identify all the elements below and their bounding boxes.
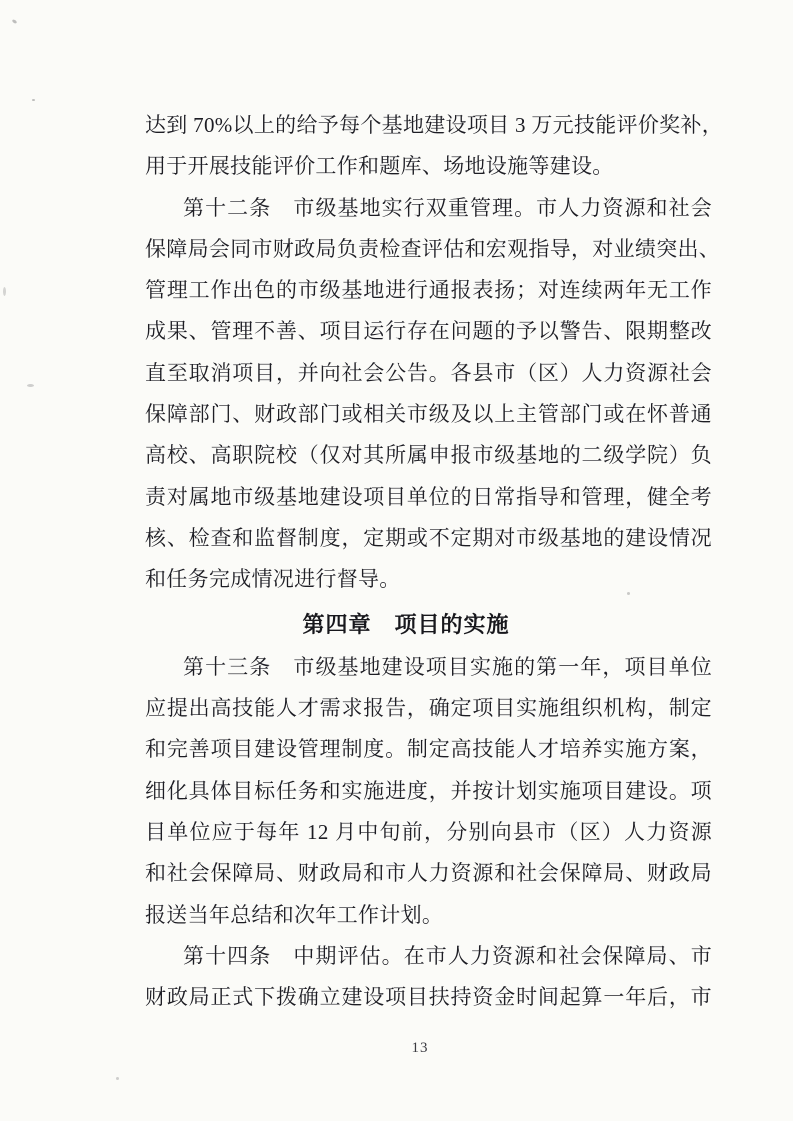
text-line: 细化具体目标任务和实施进度，并按计划实施项目建设。项 [145,778,712,803]
text-line: 成果、管理不善、项目运行存在问题的予以警告、限期整改 [145,319,712,344]
text-line: 高校、高职院校（仅对其所属申报市级基地的二级学院）负 [145,443,712,468]
text-line: 责对属地市级基地建设项目单位的日常指导和管理，健全考 [145,484,712,509]
scan-noise-speck [27,384,34,387]
text-line: 保障部门、财政部门或相关市级及以上主管部门或在怀普通 [145,402,712,427]
text-line: 应提出高技能人才需求报告，确定项目实施组织机构，制定 [145,696,712,721]
chapter-heading: 第四章 项目的实施 [302,611,510,637]
paragraph-continuation [145,105,724,188]
text-line: 和社会保障局、财政局和市人力资源和社会保障局、财政局 [145,861,712,886]
scan-noise-speck [3,287,6,296]
paragraph-article-14 [145,936,712,1019]
text-line: 用于开展技能评价工作和题库、场地设施等建设。 [145,154,614,179]
scan-noise-speck [116,1077,119,1080]
paragraph-article-12 [145,188,721,601]
text-line: 报送当年总结和次年工作计划。 [145,902,444,927]
page-number: 13 [411,1040,429,1056]
text-line: 和完善项目建设管理制度。制定高技能人才培养实施方案， [145,737,712,762]
scan-noise-speck [12,19,18,24]
text-line: 达到 70%以上的给予每个基地建设项目 3 万元技能评价奖补， [145,113,724,137]
text-line: 财政局正式下拨确立建设项目扶持资金时间起算一年后，市 [145,985,712,1010]
text-line: 保障局会同市财政局负责检查评估和宏观指导，对业绩突出、 [145,236,721,261]
text-line: 管理工作出色的市级基地进行通报表扬；对连续两年无工作 [145,278,712,303]
text-line: 直至取消项目，并向社会公告。各县市（区）人力资源社会 [145,360,712,385]
paragraph-article-13 [145,647,712,936]
text-line: 目单位应于每年 12 月中旬前，分别向县市（区）人力资源 [145,820,712,845]
text-line: 和任务完成情况进行督导。 [145,567,401,592]
text-line: 第十三条 市级基地建设项目实施的第一年，项目单位 [183,654,712,679]
text-line: 第十四条 中期评估。在市人力资源和社会保障局、市 [183,943,712,968]
text-line: 第十二条 市级基地实行双重管理。市人力资源和社会 [183,195,712,220]
scan-noise-speck [32,99,35,101]
document-body [145,105,724,1019]
text-line: 核、检查和监督制度，定期或不定期对市级基地的建设情况 [145,525,712,550]
